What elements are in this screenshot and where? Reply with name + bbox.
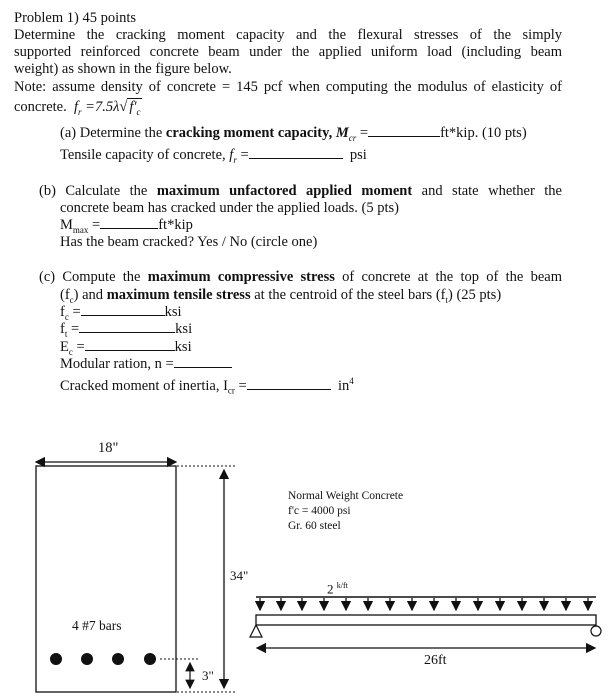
part-c-line-1: (c) Compute the maximum compressive stress of concrete at the top of the beam bbox=[39, 269, 562, 285]
part-b-cracked: Has the beam cracked? Yes / No (circle one) bbox=[60, 234, 318, 250]
problem-header: Problem 1) 45 points bbox=[14, 10, 137, 26]
load-label: 2 $^{k/ft}$ bbox=[327, 581, 348, 597]
intro-line-1: Determine the cracking moment capacity and the flexural stresses of the simply bbox=[14, 27, 562, 43]
roller-support bbox=[591, 626, 601, 636]
intro-line-3: weight) as shown in the figure below. bbox=[14, 61, 232, 77]
part-c-ft: $f_t$ = ksi bbox=[60, 321, 193, 339]
part-c-modular: Modular ration, n = bbox=[60, 355, 232, 373]
part-b-mmax: $M_{max} = ft*kip$ bbox=[60, 217, 193, 235]
rebar-4 bbox=[144, 653, 156, 665]
intro-line-2: supported reinforced concrete beam under the applied uniform load (including beam bbox=[14, 44, 562, 60]
part-b-line-2: concrete beam has cracked under the applied loads. (5 pts) bbox=[60, 200, 399, 216]
part-c-line-2: $(f_c)$ and maximum tensile stress at the centroid of the steel bars $(f_t)$ (25 pts) bbox=[60, 287, 502, 305]
height-label: 34" bbox=[230, 568, 249, 583]
material-line-1: Normal Weight Concrete bbox=[288, 490, 404, 502]
fr-formula: $f_r =7.5\lambda√$ $f'_c$ bbox=[73, 99, 141, 117]
cover-label: 3" bbox=[202, 668, 214, 683]
beam-elevation bbox=[256, 615, 596, 625]
material-line-3: Gr. 60 steel bbox=[288, 520, 341, 532]
part-c-fc: $f_c$ = ksi bbox=[60, 304, 182, 322]
part-a-tensile: Tensile capacity of concrete, $f_r$ = psi bbox=[60, 147, 367, 165]
material-line-2: f'c = 4000 psi bbox=[288, 505, 351, 517]
load-arrows bbox=[260, 598, 588, 610]
part-b-line-1: (b) Calculate the maximum unfactored applied moment and state whether the bbox=[39, 183, 562, 199]
rebar-3 bbox=[112, 653, 124, 665]
part-c-icr: Cracked moment of inertia, $I_{cr} = in^4$ bbox=[60, 376, 354, 396]
rebar-1 bbox=[50, 653, 62, 665]
part-a-question: (a) Determine the cracking moment capacity, $M_{cr} = ft*kip$. (10 pts) bbox=[60, 125, 527, 143]
note-line-2-text: concrete. bbox=[14, 99, 67, 115]
pin-support bbox=[250, 625, 262, 637]
bars-label: 4 #7 bars bbox=[72, 618, 122, 633]
part-c-ec: $E_c$ = ksi bbox=[60, 339, 192, 357]
note-line-1: Note: assume density of concrete = 145 pcf when computing the modulus of elasticity of bbox=[14, 79, 562, 95]
width-label: 18" bbox=[98, 440, 119, 456]
span-label: 26ft bbox=[424, 653, 447, 668]
rebar-2 bbox=[81, 653, 93, 665]
